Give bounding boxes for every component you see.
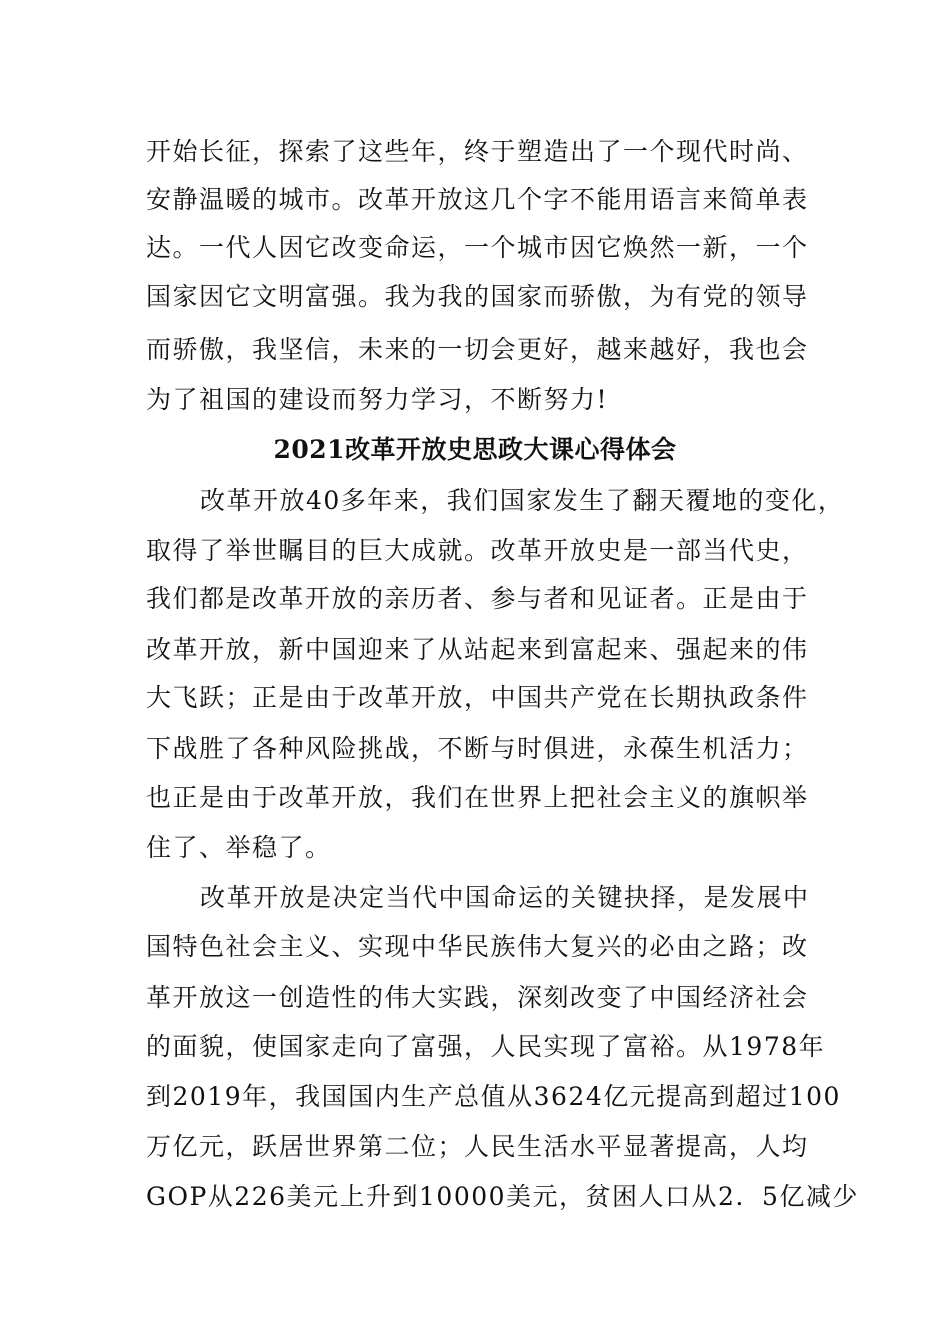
body-text-line: 达。一代人因它改变命运，一个城市因它焕然一新，一个 — [146, 233, 809, 262]
body-text-line: 安静温暖的城市。改革开放这几个字不能用语言来简单表 — [146, 185, 809, 214]
body-text-line: 国特色社会主义、实现中华民族伟大复兴的必由之路；改 — [146, 932, 809, 961]
body-text-line: 国家因它文明富强。我为我的国家而骄傲，为有党的领导 — [146, 282, 809, 311]
body-text-line: 我们都是改革开放的亲历者、参与者和见证者。正是由于 — [146, 584, 809, 613]
section-title: 2021改革开放史思政大课心得体会 — [273, 435, 677, 464]
body-text-line: 改革开放40多年来，我们国家发生了翻天覆地的变化， — [200, 486, 845, 515]
body-text-line: 开始长征，探索了这些年，终于塑造出了一个现代时尚、 — [146, 137, 809, 166]
body-text-line: 大飞跃；正是由于改革开放，中国共产党在长期执政条件 — [146, 683, 809, 712]
body-text-line: 为了祖国的建设而努力学习，不断努力! — [146, 385, 609, 414]
body-text-line: 改革开放是决定当代中国命运的关键抉择，是发展中 — [200, 883, 810, 912]
body-text-line: 取得了举世瞩目的巨大成就。改革开放史是一部当代史， — [146, 536, 809, 565]
body-text-line: 改革开放，新中国迎来了从站起来到富起来、强起来的伟 — [146, 635, 809, 664]
body-text-line: 而骄傲，我坚信，未来的一切会更好，越来越好，我也会 — [146, 335, 809, 364]
body-text-line: GOP从226美元上升到10000美元，贫困人口从2．5亿减少 — [146, 1182, 859, 1211]
body-text-line: 住了、举稳了。 — [146, 833, 332, 862]
body-text-line: 革开放这一创造性的伟大实践，深刻改变了中国经济社会 — [146, 983, 809, 1012]
body-text-line: 万亿元，跃居世界第二位；人民生活水平显著提高，人均 — [146, 1132, 809, 1161]
body-text-line: 也正是由于改革开放，我们在世界上把社会主义的旗帜举 — [146, 783, 809, 812]
body-text-line: 到2019年，我国国内生产总值从3624亿元提高到超过100 — [146, 1082, 841, 1111]
body-text-line: 的面貌，使国家走向了富强，人民实现了富裕。从1978年 — [146, 1032, 826, 1061]
body-text-line: 下战胜了各种风险挑战，不断与时俱进，永葆生机活力； — [146, 734, 809, 763]
